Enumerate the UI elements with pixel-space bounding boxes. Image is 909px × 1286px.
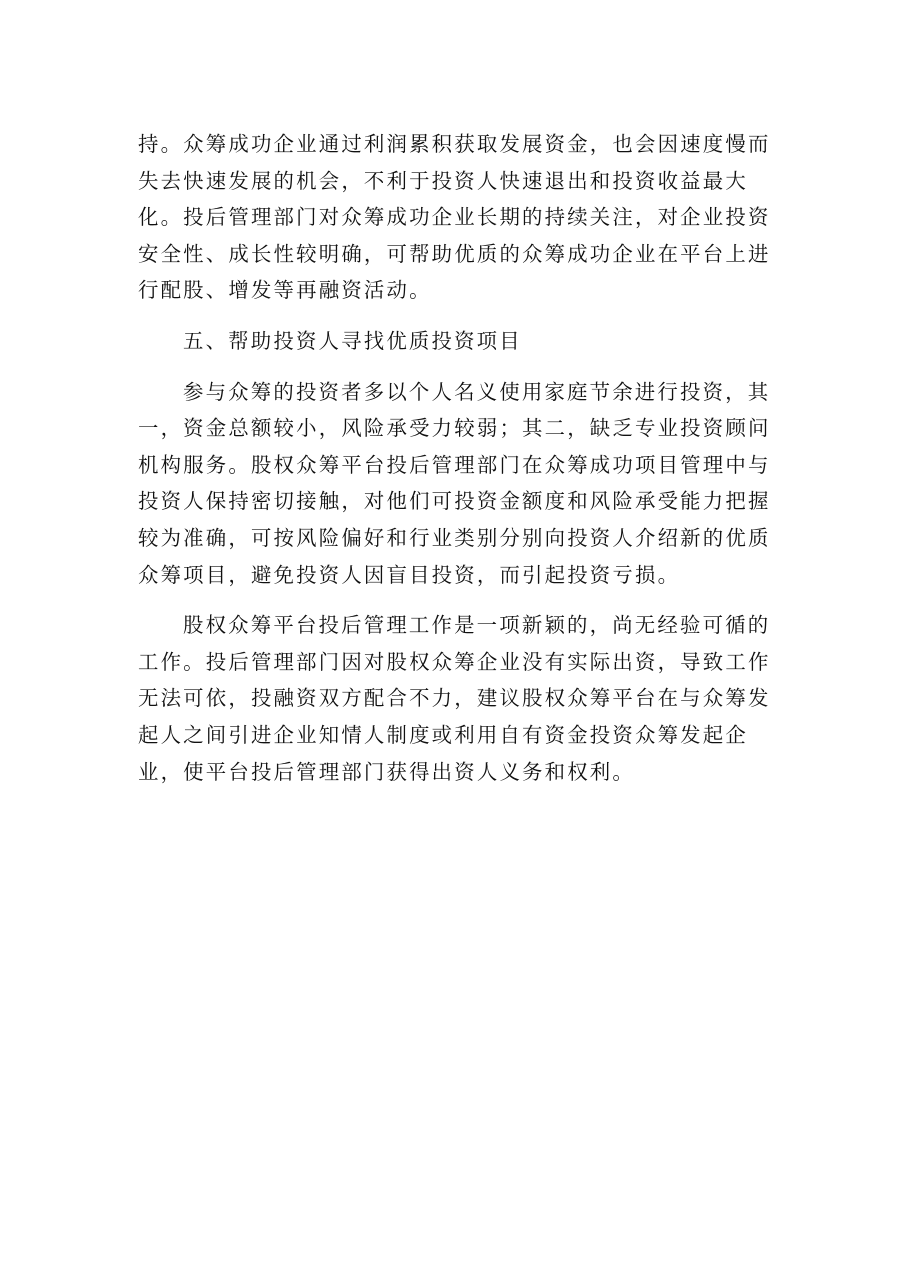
document-body (138, 126, 774, 790)
paragraph-conclusion: 股权众筹平台投后管理工作是一项新颖的，尚无经验可循的工作。投后管理部门因对股权众筹企业没有实际出资，导致工作无法可依，投融资双方配合不力，建议股权众筹平台在与众筹发起人之间引进企业知情人制度或利用自有资金投资众筹发起企业，使平台投后管理部门获得出资人义务和权利。 (138, 613, 771, 784)
section-heading: 五、帮助投资人寻找优质投资项目 (183, 328, 522, 353)
paragraph-continuation: 持。众筹成功企业通过利润累积获取发展资金，也会因速度慢而失去快速发展的机会，不利于投资人快速退出和投资收益最大化。投后管理部门对众筹成功企业长期的持续关注，对企业投资安全性、成长性较明确，可帮助优质的众筹成功企业在平台上进行配股、增发等再融资活动。 (138, 132, 771, 303)
paragraph-investors: 参与众筹的投资者多以个人名义使用家庭节余进行投资，其一，资金总额较小，风险承受力较弱；其二，缺乏专业投资顾问机构服务。股权众筹平台投后管理部门在众筹成功项目管理中与投资人保持密切接触，对他们可投资金额度和风险承受能力把握较为准确，可按风险偏好和行业类别分别向投资人介绍新的优质众筹项目，避免投资人因盲目投资，而引起投资亏损。 (138, 379, 771, 587)
